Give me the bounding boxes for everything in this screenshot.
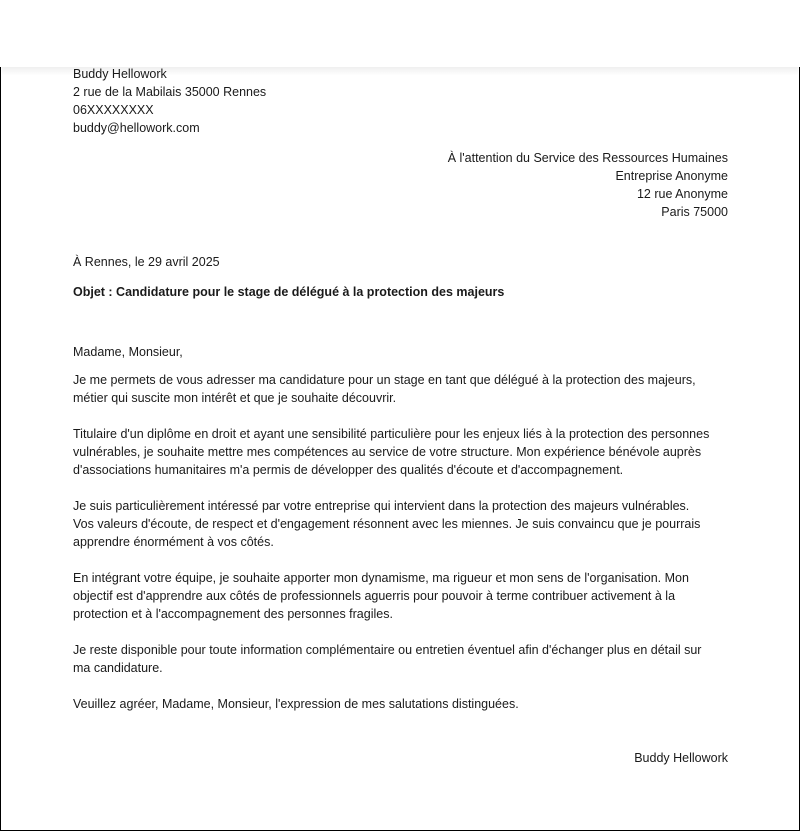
paragraph-line: d'associations humanitaires m'a permis de développer des qualités d'écoute et d'accompagnement. [73,463,624,477]
paragraph-line: Veuillez agréer, Madame, Monsieur, l'expression de mes salutations distinguées. [73,697,519,711]
recipient-attention: À l'attention du Service des Ressources Humaines [447,151,728,165]
paragraph-line: apprendre énormément à vos côtés. [73,535,274,549]
paragraph-line: protection et à l'accompagnement des personnes fragiles. [73,607,393,621]
recipient-city: Paris 75000 [661,205,728,219]
sender-address: 2 rue de la Mabilais 35000 Rennes [73,85,267,99]
top-bar [0,0,800,67]
letter-date: À Rennes, le 29 avril 2025 [73,255,220,269]
paragraph-line: Titulaire d'un diplôme en droit et ayant une sensibilité particulière pour les enjeux liés à la protection des personnes [73,427,710,441]
paragraph-2 [73,425,733,479]
closing-paragraph [73,695,733,713]
letter-greeting: Madame, Monsieur, [73,345,183,359]
paragraph-line: Je suis particulièrement intéressé par votre entreprise qui intervient dans la protection des majeurs vulnérables. [73,499,690,513]
paragraph-3 [73,497,733,551]
sender-email: buddy@hellowork.com [73,121,200,135]
paragraph-line: vulnérables, je souhaite mettre mes compétences au service de votre structure. Mon expérience bénévole auprès [73,445,702,459]
paragraph-5 [73,641,733,677]
paragraph-line: Je me permets de vous adresser ma candidature pour un stage en tant que délégué à la protection des majeurs, [73,373,696,387]
recipient-street: 12 rue Anonyme [636,187,728,201]
letter-subject: Objet : Candidature pour le stage de délégué à la protection des majeurs [73,285,505,299]
recipient-block [448,149,728,221]
paragraph-4 [73,569,733,623]
paragraph-line: objectif est d'apprendre aux côtés de professionnels aguerris pour pouvoir à terme contribuer activement à la [73,589,676,603]
paragraph-line: ma candidature. [73,661,163,675]
letter-page [0,66,800,831]
paragraph-line: Je reste disponible pour toute information complémentaire ou entretien éventuel afin d'échanger plus en détail sur [73,643,702,657]
paragraph-1 [73,371,733,407]
paragraph-line: métier qui suscite mon intérêt et que je souhaite découvrir. [73,391,397,405]
letter-body [73,371,733,731]
sender-phone: 06XXXXXXXX [73,103,154,117]
signature: Buddy Hellowork [634,751,728,765]
sender-block [73,65,266,137]
recipient-company: Entreprise Anonyme [615,169,728,183]
sender-name: Buddy Hellowork [73,67,167,81]
paragraph-line: En intégrant votre équipe, je souhaite apporter mon dynamisme, ma rigueur et mon sens de l'organisation. Mon [73,571,689,585]
paragraph-line: Vos valeurs d'écoute, de respect et d'engagement résonnent avec les miennes. Je suis convaincu que je pourrais [73,517,701,531]
